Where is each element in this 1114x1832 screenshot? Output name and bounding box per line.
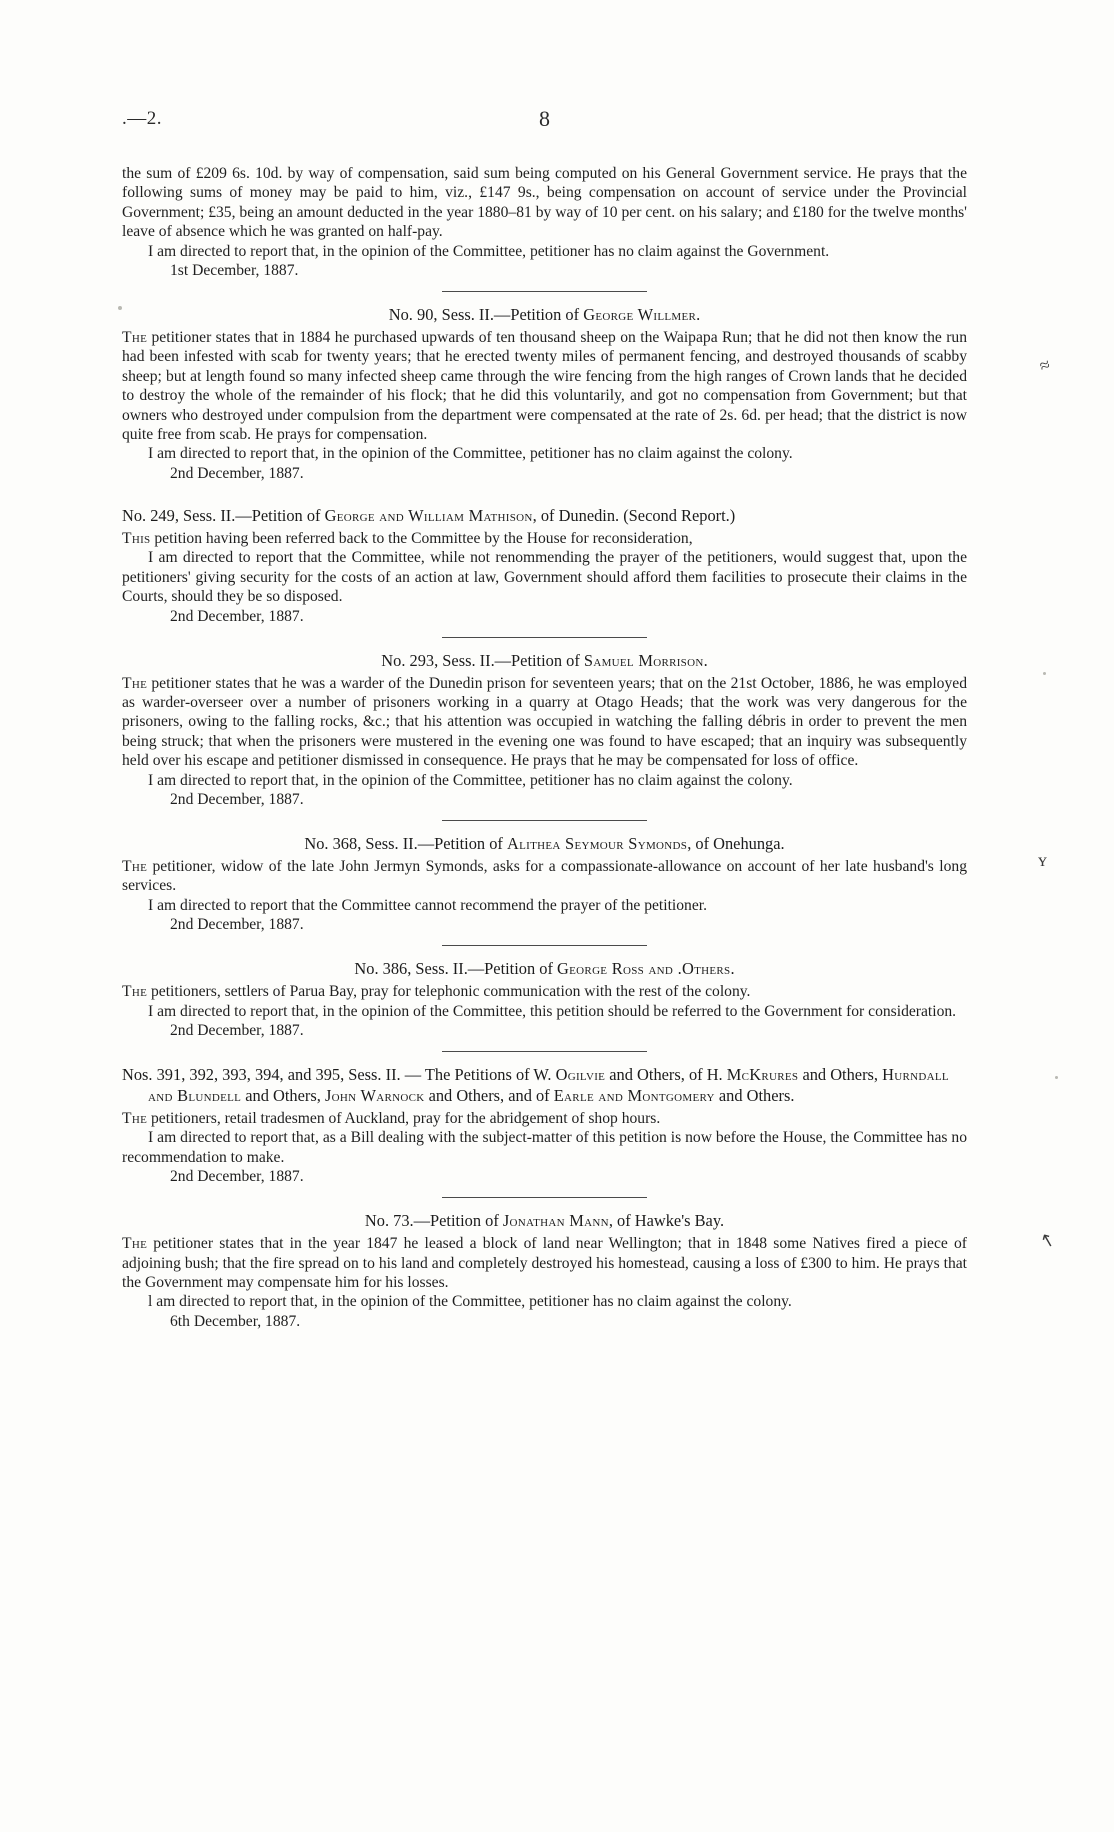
section-heading [122, 833, 967, 854]
heading-name: George and William Mathison [324, 505, 533, 525]
section-body [122, 529, 967, 548]
body-lead: The [122, 1235, 148, 1253]
heading-name: Samuel Morrison [583, 650, 704, 670]
heading-prefix: No. 386, Sess. II.—Petition of [354, 959, 558, 979]
body-lead: The [122, 983, 148, 1001]
section-body [122, 328, 967, 444]
heading-prefix: Nos. 391, 392, 393, 394, and 395, Sess. II. — The Petitions of W. [122, 1064, 556, 1084]
body-text: petitioner states that he was a warder of the Dunedin prison for seventeen years; that on the 21st October, 1886, he was employed as warder-overseer over a number of prisoners working in a quarry at Otago Heads; that the work was very dangerous for the prisoners, owing to the falling rocks, &c.; that his attention was occupied in watching the falling débris in order to prevent the men being struck; that when the prisoners were mustered in the evening one was found to have escaped; that an inquiry was subsequently held over his escape and petitioner dismissed in consequence. He prays that he may be compensated for loss of office. [122, 674, 967, 770]
heading-name-1: Ogilvie [555, 1064, 606, 1084]
section-date: 2nd December, 1887. [170, 1168, 304, 1186]
section-date: 2nd December, 1887. [170, 607, 304, 625]
page-header [122, 108, 967, 142]
opening-date: 1st December, 1887. [170, 262, 299, 280]
body-lead: The [122, 674, 148, 692]
document-body [122, 108, 967, 1334]
section-divider [442, 1197, 647, 1198]
section-divider [442, 637, 647, 638]
section-no-90 [122, 304, 967, 484]
section-report: l am directed to report that, in the opinion of the Committee, petitioner has no claim against the colony. [148, 1293, 792, 1311]
heading-prefix: No. 73.—Petition of [364, 1211, 503, 1231]
section-body [122, 1234, 967, 1292]
heading-name: Jonathan Mann [502, 1211, 609, 1231]
body-lead: The [122, 1109, 148, 1127]
section-date: 2nd December, 1887. [170, 916, 304, 934]
margin-annotation-mark: ↖ [1037, 1228, 1058, 1252]
section-body [122, 982, 967, 1001]
section-heading [122, 505, 967, 526]
section-heading [122, 958, 967, 979]
heading-prefix: No. 249, Sess. II.—Petition of [122, 505, 325, 525]
paper-speck [1043, 672, 1046, 675]
opening-paragraph: the sum of £209 6s. 10d. by way of compensation, said sum being computed on his General Government service. He prays that the following sums of money may be paid to him, viz., £147 9s., being compensation on account of service under the Provincial Government; £35, being an amount deducted in the year 1880–81 by way of 10 per cent. on his salary; and £180 for the twelve months' leave of absence which he was granted on half-pay. [122, 165, 967, 241]
margin-annotation-mark: ≈ [1036, 353, 1053, 377]
body-text: petitioners, settlers of Parua Bay, pray for telephonic communication with the rest of the colony. [147, 983, 751, 1001]
section-heading [122, 650, 967, 671]
heading-mid-2: and Others, [798, 1064, 883, 1084]
section-report: I am directed to report that, in the opinion of the Committee, this petition should be referred to the Government for consideration. [148, 1002, 957, 1020]
heading-mid-4: and Others, and of [424, 1085, 554, 1105]
section-nos-391-395 [122, 1064, 967, 1187]
body-text: petitioners, retail tradesmen of Auckland, pray for the abridgement of shop hours. [147, 1109, 661, 1127]
section-date: 2nd December, 1887. [170, 464, 304, 482]
heading-suffix: . [696, 305, 701, 325]
body-lead: This [122, 529, 151, 547]
section-report: I am directed to report that, in the opinion of the Committee, petitioner has no claim against the colony. [148, 771, 793, 789]
body-text: petitioner states that in 1884 he purchased upwards of ten thousand sheep on the Waipapa Run; that he did not then know the run had been infested with scab for twenty years; that he erected twenty miles of permanent fencing, and destroyed thousands of scabby sheep; but at length found so many infected sheep came through the wire fencing from the high ranges of Crown lands that he decided to destroy the whole of the remainder of his flock; that he did this voluntarily, and got no compensation from Government; but that owners who destroyed under compulsion from the department were compensated at the rate of 2s. 6d. per head; that the district is now quite free from scab. He prays for compensation. [122, 329, 967, 444]
section-date: 6th December, 1887. [170, 1312, 301, 1330]
section-no-249 [122, 505, 967, 627]
heading-name: George Willmer [583, 305, 697, 325]
section-divider [442, 1051, 647, 1052]
section-body [122, 674, 967, 771]
section-heading [122, 1064, 967, 1106]
section-heading [122, 1210, 967, 1231]
heading-name: Alithea Seymour Symonds [506, 833, 688, 853]
heading-prefix: No. 293, Sess. II.—Petition of [381, 650, 584, 670]
section-heading [122, 304, 967, 325]
heading-suffix: , of Hawke's Bay. [608, 1211, 725, 1231]
section-body [122, 1109, 967, 1128]
section-no-386 [122, 958, 967, 1041]
heading-name-4: John Warnock [324, 1085, 425, 1105]
opening-section [122, 164, 967, 281]
section-report: I am directed to report that, as a Bill dealing with the subject-matter of this petition is now before the House, the Committee has no recommendation to make. [122, 1129, 967, 1166]
page-number: 8 [539, 106, 550, 131]
section-body [122, 857, 967, 896]
heading-suffix: and Others. [714, 1085, 795, 1105]
paper-speck [1055, 1076, 1058, 1079]
folio-left: .—2. [122, 108, 162, 129]
heading-suffix: , of Dunedin. (Second Report.) [532, 505, 736, 525]
section-divider [442, 820, 647, 821]
heading-prefix: No. 90, Sess. II.—Petition of [388, 305, 584, 325]
section-date: 2nd December, 1887. [170, 1021, 304, 1039]
section-report: I am directed to report that the Committee, while not renommending the prayer of the petitioners, would suggest that, upon the petitioners' giving security for the costs of an action at law, Government should afford them facilities to prosecute their claims in the Courts, should they be so disposed. [122, 549, 967, 606]
margin-annotation-mark: ʏ [1038, 850, 1047, 870]
heading-suffix: . [703, 650, 708, 670]
heading-name-3: Hurndall and Blundell [148, 1064, 949, 1105]
body-text: petitioner states that in the year 1847 he leased a block of land near Wellington; that in 1848 some Natives fired a piece of adjoining bush; that the fire spread on to his land and completely destroyed his homestead, causing a loss of £300 to him. He prays that the Government may compensate him for his losses. [122, 1235, 967, 1291]
body-text: petition having been referred back to the Committee by the House for reconsideration, [150, 529, 693, 547]
section-report: I am directed to report that, in the opinion of the Committee, petitioner has no claim against the colony. [148, 445, 793, 463]
section-divider [442, 291, 647, 292]
heading-suffix: , of Onehunga. [687, 833, 785, 853]
heading-name-2: McKrures [726, 1064, 799, 1084]
body-text: petitioner, widow of the late John Jermyn Symonds, asks for a compassionate-allowance on account of her late husband's long services. [122, 857, 967, 895]
heading-mid-3: and Others, [241, 1085, 325, 1105]
section-report: I am directed to report that the Committee cannot recommend the prayer of the petitioner. [148, 896, 708, 914]
heading-name: George Ross and .Others [557, 959, 731, 979]
heading-prefix: No. 368, Sess. II.—Petition of [304, 833, 507, 853]
body-lead: The [122, 857, 148, 875]
heading-mid-1: and Others, of H. [605, 1064, 727, 1084]
section-no-293 [122, 650, 967, 810]
section-date: 2nd December, 1887. [170, 790, 304, 808]
heading-name-5: Earle and Montgomery [553, 1085, 715, 1105]
section-divider [442, 945, 647, 946]
opening-report: I am directed to report that, in the opinion of the Committee, petitioner has no claim against the Government. [148, 242, 830, 260]
heading-suffix: . [730, 959, 735, 979]
section-no-73 [122, 1210, 967, 1332]
section-no-368 [122, 833, 967, 935]
body-lead: The [122, 329, 148, 347]
